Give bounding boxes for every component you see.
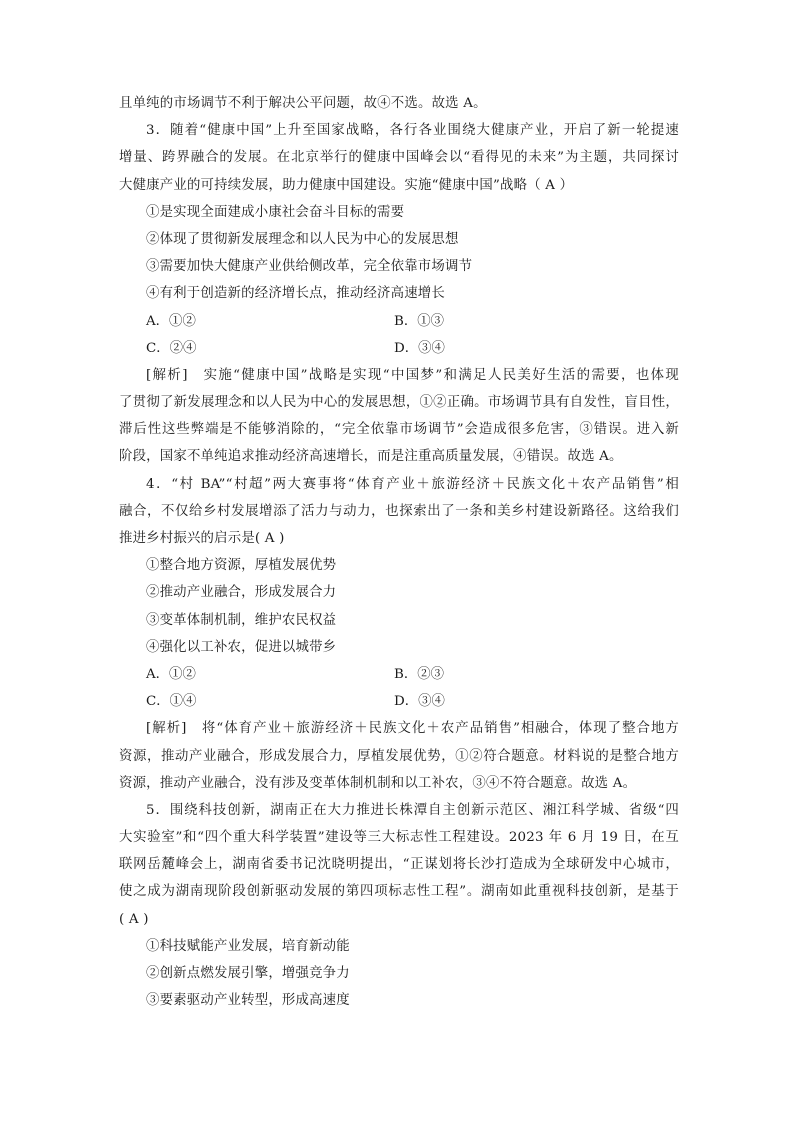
text-line: 且单纯的市场调节不利于解决公平问题，故④不选。故选 A。 [119,96,487,111]
statement-item: ②创新点燃发展引擎，增强竞争力 [146,966,350,981]
option-b: B．①③ [394,313,445,329]
statement-item: ①整合地方资源，厚植发展优势 [146,558,337,574]
analysis-line: 阶段，国家不单纯追求推动经济高速增长，而是注重高质量发展，④错误。故选 A。 [119,449,623,465]
option-c: C．②④ [146,340,197,356]
question-stem-line: 联网岳麓峰会上，湖南省委书记沈晓明提出，“正谋划将长沙打造成为全球研发中心城市， [119,857,679,873]
analysis-line: 资源，推动产业融合，形成发展合力，厚植发展优势，①②符合题意。材料说的是整合地方 [119,748,679,764]
options-row [119,688,679,715]
statement-item: ④强化以工补农，促进以城带乡 [146,639,337,655]
statement-item: ④有利于创造新的经济增长点，推动经济高速增长 [146,286,445,302]
question-stem-line: 使之成为湖南现阶段创新驱动发展的第四项标志性工程”。湖南如此重视科技创新，是基于 [119,884,679,900]
question-5 [119,797,679,1015]
statement-item: ①是实现全面建成小康社会奋斗目标的需要 [146,204,405,220]
option-d: D．③④ [394,340,445,356]
options-row [119,661,679,688]
statement-item: ②推动产业融合，形成发展合力 [146,585,337,601]
option-c: C．①④ [146,694,197,710]
question-4 [119,471,679,797]
option-b: B．②③ [394,666,445,682]
question-stem-line: 大实验室”和“四个重大科学装置”建设等三大标志性工程建设。2023 年 6 月 19 日，在互 [119,830,679,846]
question-stem-line: 5．围绕科技创新，湖南正在大力推进长株潭自主创新示范区、湘江科学城、省级“四 [146,802,679,818]
option-d: D．③④ [394,694,445,710]
statement-item: ①科技赋能产业发展，培育新动能 [146,938,350,954]
analysis-line: [解析] 实施“健康中国”战略是实现“中国梦”和满足人民美好生活的需要，也体现 [146,367,679,383]
analysis-line: [解析] 将“体育产业＋旅游经济＋民族文化＋农产品销售”相融合，体现了整合地方 [146,721,679,737]
question-stem-line: ( A ) [119,911,149,927]
option-a: A．①② [146,666,196,682]
analysis-line: 滞后性这些弊端是不能够消除的，“完全依靠市场调节”会造成很多危害，③错误。进入新 [119,422,679,438]
option-a: A．①② [146,313,196,329]
statement-item: ③变革体制机制，维护农民权益 [146,612,337,628]
question-stem-line: 4．“村 BA”“村超”两大赛事将“体育产业＋旅游经济＋民族文化＋农产品销售”相 [146,476,679,492]
question-stem-line: 大健康产业的可持续发展，助力健康中国建设。实施“健康中国”战略（ A ） [119,177,574,193]
analysis-line: 了贯彻了新发展理念和以人民为中心的发展思想，①②正确。市场调节具有自发性，盲目性， [119,395,679,411]
question-3 [119,117,679,470]
statement-item: ③要素驱动产业转型，形成高速度 [146,993,350,1009]
document-body [119,90,679,1014]
options-row [119,335,679,362]
statement-item: ②体现了贯彻新发展理念和以人民为中心的发展思想 [146,231,459,247]
question-stem-line: 增量、跨界融合的发展。在北京举行的健康中国峰会以“看得见的未来”为主题，共同探讨 [119,150,679,166]
statement-item: ③需要加快大健康产业供给侧改革，完全依靠市场调节 [146,259,473,275]
analysis-line: 资源，推动产业融合，没有涉及变革体制机制和以工补农，③④不符合题意。故选 A。 [119,775,637,791]
question-stem-line: 融合，不仅给乡村发展增添了活力与动力，也探索出了一条和美乡村建设新路径。这给我们 [119,503,679,519]
question-stem-line: 推进乡村振兴的启示是( A ) [119,531,285,546]
options-row [119,308,679,335]
question-stem-line: 3．随着“健康中国”上升至国家战略，各行各业围绕大健康产业，开启了新一轮提速 [146,123,679,139]
